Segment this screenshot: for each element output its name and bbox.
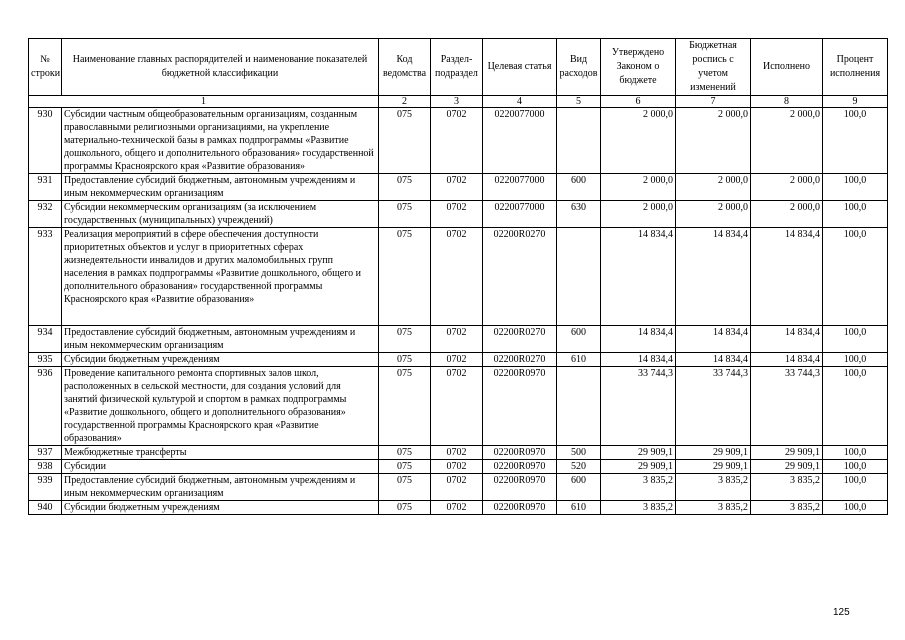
expense-type [557, 367, 601, 446]
target-article: 02200R0270 [483, 353, 557, 367]
table-row [29, 201, 888, 228]
percent-value: 100,0 [823, 501, 888, 515]
column-number: 4 [483, 96, 557, 108]
column-number: 5 [557, 96, 601, 108]
roster-value: 14 834,4 [676, 228, 751, 326]
target-article: 0220077000 [483, 174, 557, 201]
column-number: 9 [823, 96, 888, 108]
section-code: 0702 [431, 326, 483, 353]
percent-value: 100,0 [823, 108, 888, 174]
roster-value: 14 834,4 [676, 326, 751, 353]
row-number: 937 [29, 446, 62, 460]
executed-value: 29 909,1 [751, 446, 823, 460]
expense-type [557, 108, 601, 174]
section-code: 0702 [431, 446, 483, 460]
section-code: 0702 [431, 108, 483, 174]
table-row [29, 460, 888, 474]
dept-code: 075 [379, 474, 431, 501]
target-article: 02200R0270 [483, 326, 557, 353]
column-number: 7 [676, 96, 751, 108]
table-row [29, 446, 888, 460]
header-section: Раздел-подраздел [431, 39, 483, 96]
column-number: 2 [379, 96, 431, 108]
row-name: Субсидии бюджетным учреждениям [62, 353, 379, 367]
roster-value: 14 834,4 [676, 353, 751, 367]
dept-code: 075 [379, 326, 431, 353]
dept-code: 075 [379, 446, 431, 460]
roster-value: 2 000,0 [676, 201, 751, 228]
roster-value: 2 000,0 [676, 174, 751, 201]
approved-value: 14 834,4 [601, 353, 676, 367]
dept-code: 075 [379, 108, 431, 174]
row-number: 935 [29, 353, 62, 367]
dept-code: 075 [379, 353, 431, 367]
percent-value: 100,0 [823, 367, 888, 446]
header-target-article: Целевая статья [483, 39, 557, 96]
dept-code: 075 [379, 501, 431, 515]
row-number: 938 [29, 460, 62, 474]
dept-code: 075 [379, 174, 431, 201]
row-name: Межбюджетные трансферты [62, 446, 379, 460]
header-expense-type: Вид расходов [557, 39, 601, 96]
dept-code: 075 [379, 460, 431, 474]
row-number: 930 [29, 108, 62, 174]
target-article: 02200R0970 [483, 446, 557, 460]
approved-value: 3 835,2 [601, 501, 676, 515]
section-code: 0702 [431, 174, 483, 201]
target-article: 02200R0970 [483, 367, 557, 446]
header-name: Наименование главных распорядителей и наименование показателей бюджетной классификации [62, 39, 379, 96]
row-name: Субсидии [62, 460, 379, 474]
row-number: 940 [29, 501, 62, 515]
column-number: 1 [29, 96, 379, 108]
target-article: 02200R0970 [483, 501, 557, 515]
percent-value: 100,0 [823, 228, 888, 326]
approved-value: 2 000,0 [601, 174, 676, 201]
section-code: 0702 [431, 474, 483, 501]
header-roster: Бюджетная роспись с учетом изменений [676, 39, 751, 96]
table-row [29, 326, 888, 353]
section-code: 0702 [431, 201, 483, 228]
expense-type: 600 [557, 326, 601, 353]
expense-type: 600 [557, 174, 601, 201]
target-article: 02200R0970 [483, 474, 557, 501]
approved-value: 33 744,3 [601, 367, 676, 446]
approved-value: 29 909,1 [601, 446, 676, 460]
executed-value: 2 000,0 [751, 201, 823, 228]
row-name: Реализация мероприятий в сфере обеспечения доступности приоритетных объектов и услуг в приоритетных сферах жизнедеятельности инвалидов и других маломобильных групп населения в рамках подпрограммы «Развитие дошкольного, общего и дополнительного образования» государственной программы Красноярского края «Развитие образования» [62, 228, 379, 326]
roster-value: 2 000,0 [676, 108, 751, 174]
executed-value: 2 000,0 [751, 174, 823, 201]
header-row-number: № строки [29, 39, 62, 96]
table-row [29, 174, 888, 201]
approved-value: 29 909,1 [601, 460, 676, 474]
executed-value: 2 000,0 [751, 108, 823, 174]
expense-type: 520 [557, 460, 601, 474]
approved-value: 14 834,4 [601, 326, 676, 353]
roster-value: 3 835,2 [676, 501, 751, 515]
row-number: 932 [29, 201, 62, 228]
executed-value: 14 834,4 [751, 228, 823, 326]
header-dept-code: Код ведомства [379, 39, 431, 96]
table-row [29, 367, 888, 446]
section-code: 0702 [431, 367, 483, 446]
section-code: 0702 [431, 460, 483, 474]
row-name: Предоставление субсидий бюджетным, автономным учреждениям и иным некоммерческим организациям [62, 174, 379, 201]
percent-value: 100,0 [823, 474, 888, 501]
roster-value: 29 909,1 [676, 460, 751, 474]
header-approved: Утверждено Законом о бюджете [601, 39, 676, 96]
expense-type: 630 [557, 201, 601, 228]
target-article: 0220077000 [483, 201, 557, 228]
table-row [29, 353, 888, 367]
header-row [29, 39, 888, 96]
table-row [29, 228, 888, 326]
section-code: 0702 [431, 228, 483, 326]
percent-value: 100,0 [823, 446, 888, 460]
table-row [29, 108, 888, 174]
target-article: 02200R0270 [483, 228, 557, 326]
section-code: 0702 [431, 353, 483, 367]
row-name: Субсидии некоммерческим организациям (за исключением государственных (муниципальных) учреждений) [62, 201, 379, 228]
executed-value: 33 744,3 [751, 367, 823, 446]
executed-value: 29 909,1 [751, 460, 823, 474]
header-executed: Исполнено [751, 39, 823, 96]
column-number: 8 [751, 96, 823, 108]
section-code: 0702 [431, 501, 483, 515]
target-article: 0220077000 [483, 108, 557, 174]
row-name: Субсидии бюджетным учреждениям [62, 501, 379, 515]
row-number: 933 [29, 228, 62, 326]
column-number-row [29, 96, 888, 108]
roster-value: 3 835,2 [676, 474, 751, 501]
roster-value: 33 744,3 [676, 367, 751, 446]
budget-table [28, 38, 888, 515]
dept-code: 075 [379, 201, 431, 228]
column-number: 6 [601, 96, 676, 108]
approved-value: 2 000,0 [601, 201, 676, 228]
executed-value: 3 835,2 [751, 501, 823, 515]
executed-value: 14 834,4 [751, 353, 823, 367]
percent-value: 100,0 [823, 326, 888, 353]
percent-value: 100,0 [823, 174, 888, 201]
header-percent: Процент исполнения [823, 39, 888, 96]
row-name: Предоставление субсидий бюджетным, автономным учреждениям и иным некоммерческим организациям [62, 326, 379, 353]
row-name: Проведение капитального ремонта спортивных залов школ, расположенных в сельской местности, для создания условий для занятий физической культурой и спортом в рамках подпрограммы «Развитие дошкольного, общего и дополнительного образования» государственной программы Красноярского края «Развитие образования» [62, 367, 379, 446]
table-row [29, 474, 888, 501]
expense-type: 500 [557, 446, 601, 460]
roster-value: 29 909,1 [676, 446, 751, 460]
executed-value: 3 835,2 [751, 474, 823, 501]
page-number: 125 [833, 607, 850, 618]
approved-value: 14 834,4 [601, 228, 676, 326]
approved-value: 3 835,2 [601, 474, 676, 501]
expense-type [557, 228, 601, 326]
dept-code: 075 [379, 367, 431, 446]
executed-value: 14 834,4 [751, 326, 823, 353]
percent-value: 100,0 [823, 201, 888, 228]
target-article: 02200R0970 [483, 460, 557, 474]
row-number: 936 [29, 367, 62, 446]
expense-type: 610 [557, 501, 601, 515]
percent-value: 100,0 [823, 353, 888, 367]
expense-type: 610 [557, 353, 601, 367]
row-number: 939 [29, 474, 62, 501]
table-row [29, 501, 888, 515]
row-number: 931 [29, 174, 62, 201]
approved-value: 2 000,0 [601, 108, 676, 174]
row-name: Субсидии частным общеобразовательным организациям, созданным православными религиозными организациями, на укрепление материально-технической базы в рамках подпрограммы «Развитие дошкольного, общего и дополнительного образования» государственной программы Красноярского края «Развитие образования» [62, 108, 379, 174]
row-number: 934 [29, 326, 62, 353]
percent-value: 100,0 [823, 460, 888, 474]
dept-code: 075 [379, 228, 431, 326]
column-number: 3 [431, 96, 483, 108]
row-name: Предоставление субсидий бюджетным, автономным учреждениям и иным некоммерческим организациям [62, 474, 379, 501]
expense-type: 600 [557, 474, 601, 501]
